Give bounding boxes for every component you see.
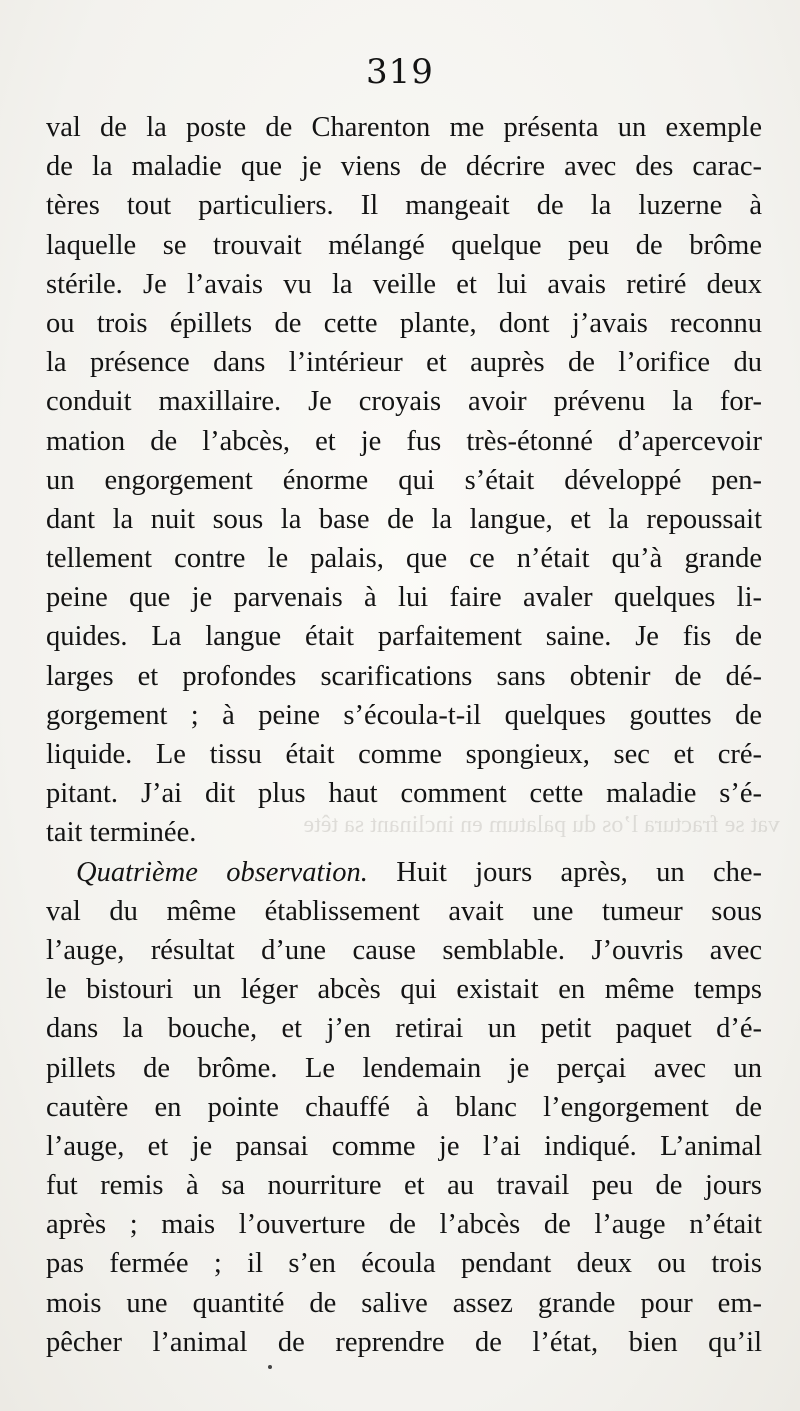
text-line: val de la poste de Charenton me présenta un exemple bbox=[46, 112, 762, 143]
observation-heading-line bbox=[46, 853, 762, 892]
text-line: la présence dans l’intérieur et auprès de l’orifice du bbox=[46, 347, 762, 379]
text-line: mation de l’abcès, et je fus très-étonné d’apercevoir bbox=[46, 425, 762, 457]
text-line: pas fermée ; il s’en écoula pendant deux ou trois bbox=[46, 1248, 762, 1280]
text-line: laquelle se trouvait mélangé quelque peu de brôme bbox=[46, 229, 762, 261]
text-line: liquide. Le tissu était comme spongieux, sec et cré- bbox=[46, 739, 762, 770]
text-line: gorgement ; à peine s’écoula-t-il quelques gouttes de bbox=[46, 699, 762, 731]
text-line: stérile. Je l’avais vu la veille et lui avais retiré deux bbox=[46, 268, 762, 300]
text-line: mois une quantité de salive assez grande pour em- bbox=[46, 1287, 762, 1319]
text-line: de la maladie que je viens de décrire avec des carac- bbox=[46, 151, 762, 183]
observation-intro: Huit jours après, un che- bbox=[396, 856, 762, 888]
text-line: quides. La langue était parfaitement saine. Je fis de bbox=[46, 621, 762, 653]
text-line: ou trois épillets de cette plante, dont j’avais reconnu bbox=[46, 307, 762, 339]
page-number: 319 bbox=[366, 52, 434, 92]
show-through-text: vat se fractura l’os du palatum en inclinant sa tête bbox=[303, 812, 780, 838]
text-line: pêcher l’animal de reprendre de l’état, bien qu’il bbox=[46, 1326, 762, 1358]
text-line: dans la bouche, et j’en retirai un petit paquet d’é- bbox=[46, 1013, 762, 1045]
text-line: pitant. J’ai dit plus haut comment cette maladie s’é- bbox=[46, 778, 762, 810]
text-line: peine que je parvenais à lui faire avaler quelques li- bbox=[46, 582, 762, 614]
text-line: après ; mais l’ouverture de l’abcès de l’auge n’était bbox=[46, 1209, 762, 1241]
observation-title: Quatrième observation. bbox=[76, 856, 368, 888]
text-line: larges et profondes scarifications sans obtenir de dé- bbox=[46, 660, 762, 692]
text-line: pillets de brôme. Le lendemain je perçai avec un bbox=[46, 1052, 762, 1084]
text-line: un engorgement énorme qui s’était développé pen- bbox=[46, 464, 762, 496]
text-line: tellement contre le palais, que ce n’était qu’à grande bbox=[46, 543, 762, 575]
text-line: le bistouri un léger abcès qui existait en même temps bbox=[46, 974, 762, 1006]
text-line: cautère en pointe chauffé à blanc l’engorgement de bbox=[46, 1091, 762, 1123]
text-line: tait terminée. bbox=[46, 817, 197, 849]
body-text bbox=[46, 108, 762, 1362]
text-line: l’auge, et je pansai comme je l’ai indiqué. L’animal bbox=[46, 1130, 762, 1162]
text-line: fut remis à sa nourriture et au travail peu de jours bbox=[46, 1170, 762, 1202]
text-line: dant la nuit sous la base de la langue, et la repoussait bbox=[46, 503, 762, 535]
text-line: conduit maxillaire. Je croyais avoir prévenu la for- bbox=[46, 386, 762, 418]
text-line: val du même établissement avait une tumeur sous bbox=[46, 895, 762, 927]
text-line: tères tout particuliers. Il mangeait de la luzerne à bbox=[46, 190, 762, 222]
text-line: l’auge, résultat d’une cause semblable. J’ouvris avec bbox=[46, 934, 762, 966]
ink-speck bbox=[268, 1365, 272, 1369]
